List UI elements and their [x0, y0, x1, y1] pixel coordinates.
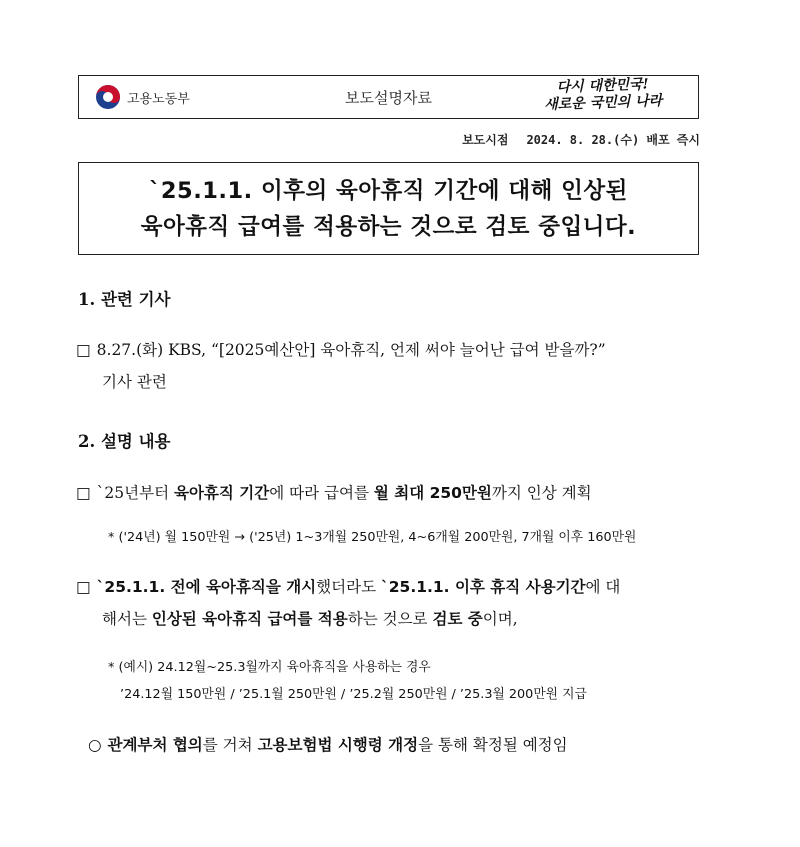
checkbox-bullet-icon: □ [76, 341, 91, 359]
checkbox-bullet-icon: □ [76, 484, 91, 502]
title-box [78, 162, 699, 255]
checkbox-bullet-icon: □ [76, 578, 91, 596]
item2-note1: * (예시) 24.12월~25.3월까지 육아휴직을 사용하는 경우 [108, 660, 431, 675]
section2-item2 [76, 571, 620, 635]
item2-text: 하는 것으로 [347, 610, 433, 628]
item1-note: * ('24년) 월 150만원 → ('25년) 1~3개월 250만원, 4~6개월 200만원, 7개월 이후 160만원 [108, 530, 637, 545]
section2-item3 [88, 733, 568, 755]
item2-text: 에 대 [585, 578, 621, 596]
header-box [78, 75, 699, 119]
item1-text: 까지 인상 계획 [491, 484, 592, 502]
section2-heading: 2. 설명 내용 [78, 432, 171, 451]
item3-text: 을 통해 확정될 예정임 [418, 736, 568, 754]
item2-bold: 검토 중 [432, 610, 483, 628]
item2-bold: 인상된 육아휴직 급여를 적용 [151, 610, 348, 628]
title-line2: 육아휴직 급여를 적용하는 것으로 검토 중입니다. [140, 213, 637, 240]
section1-text-line2: 기사 관련 [102, 373, 167, 391]
slogan [517, 75, 688, 119]
item2-text: 해서는 [102, 610, 152, 628]
section1-heading: 1. 관련 기사 [78, 290, 171, 309]
item1-bold: 월 최대 250만원 [373, 484, 492, 502]
slogan-line1: 다시 대한민국! [556, 76, 649, 96]
circle-bullet-icon: ○ [88, 736, 102, 754]
section2-item1 [76, 477, 592, 509]
item1-text: 에 따라 급여를 [269, 484, 374, 502]
item2-text: 했더라도 [316, 578, 381, 596]
item1-bold: 육아휴직 기간 [173, 484, 270, 502]
section1-text-line1: 8.27.(화) KBS, “[2025예산안] 육아휴직, 언제 써야 늘어난 급여 받을까?” [96, 341, 606, 359]
item2-bold: `25.1.1. 이후 휴직 사용기간 [381, 578, 586, 596]
release-info [462, 131, 700, 148]
release-label: 보도시점 [462, 133, 509, 147]
document-type: 보도설명자료 [345, 89, 432, 107]
title-line1: `25.1.1. 이후의 육아휴직 기간에 대해 인상된 [149, 177, 628, 204]
ministry-name: 고용노동부 [127, 91, 190, 107]
item3-bold: 관계부처 협의 [107, 736, 203, 754]
item3-bold: 고용보험법 시행령 개정 [257, 736, 419, 754]
item2-note2: ’24.12월 150만원 / ’25.1월 250만원 / ’25.2월 250만원 / ’25.3월 200만원 지급 [120, 687, 587, 702]
section1-item [76, 334, 606, 398]
item2-text: 이며, [482, 610, 518, 628]
release-date: 2024. 8. 28.(수) 배포 즉시 [526, 133, 700, 147]
item3-text: 를 거쳐 [202, 736, 258, 754]
slogan-line2: 새로운 국민의 나라 [543, 92, 663, 114]
item2-bold: `25.1.1. 전에 육아휴직을 개시 [96, 578, 317, 596]
item1-text: `25년부터 [96, 484, 174, 502]
